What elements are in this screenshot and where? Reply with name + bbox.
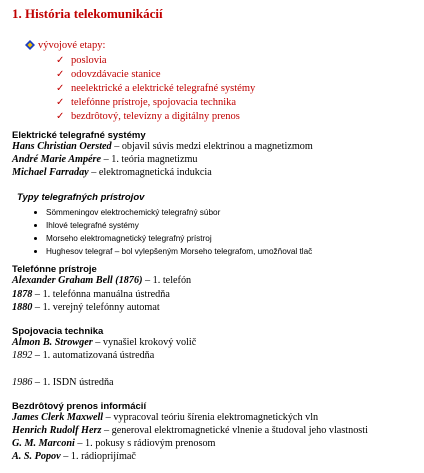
section-title: 1. História telekomunikácií — [12, 6, 163, 21]
stage-item: ✓ odovzdávacie stanice — [56, 69, 161, 80]
stage-item: ✓ bezdrôtový, televízny a digitálny prenos — [56, 111, 240, 122]
checkmark-icon: ✓ — [56, 69, 65, 80]
wireless-row: G. M. Marconi – 1. pokusy s rádiovým prenosom — [12, 438, 216, 449]
stage-item: ✓ poslovia — [56, 55, 107, 66]
types-heading: Typy telegrafných prístrojov — [17, 192, 145, 203]
types-list — [34, 206, 312, 258]
checkmark-icon: ✓ — [56, 55, 65, 66]
list-item: Sömmeningov elektrochemický telegrafný súbor — [34, 206, 312, 219]
list-item: Morseho elektromagnetický telegrafný prístroj — [34, 232, 312, 245]
checkmark-icon: ✓ — [56, 83, 65, 94]
phones-row: 1880 – 1. verejný telefónny automat — [12, 302, 160, 313]
checkmark-icon: ✓ — [56, 111, 65, 122]
stages-list — [56, 54, 255, 124]
phones-heading: Telefónne prístroje — [12, 264, 97, 275]
stage-item: ✓ telefónne prístroje, spojovacia technika — [56, 97, 237, 108]
stages-intro: vývojové etapy: — [38, 40, 106, 51]
telegraph-heading: Elektrické telegrafné systémy — [12, 130, 146, 141]
diamond-bullet-icon — [25, 40, 35, 50]
switching-heading: Spojovacia technika — [12, 326, 104, 337]
switching-row: Almon B. Strowger – vynašiel krokový volič — [12, 337, 197, 348]
checkmark-icon: ✓ — [56, 97, 65, 108]
wireless-row: A. S. Popov – 1. rádioprijímač — [12, 451, 136, 462]
wireless-heading: Bezdrôtový prenos informácií — [12, 401, 147, 412]
list-item: Hughesov telegraf – bol vylepšeným Morseho telegrafom, umožňoval tlač — [34, 245, 312, 258]
phones-row: 1878 – 1. telefónna manuálna ústredňa — [12, 289, 170, 300]
wireless-row: Henrich Rudolf Herz – generoval elektromagnetické vlnenie a študoval jeho vlastnosti — [12, 425, 368, 436]
wireless-row: James Clerk Maxwell – vypracoval teóriu šírenia elektromagnetických vln — [12, 412, 319, 423]
telegraph-row: Michael Farraday – elektromagnetická indukcia — [12, 167, 212, 178]
stage-item: ✓ neelektrické a elektrické telegrafné systémy — [56, 83, 256, 94]
telegraph-row: Hans Christian Oersted – objavil súvis medzi elektrinou a magnetizmom — [12, 141, 313, 152]
telegraph-row: André Marie Ampére – 1. teória magnetizmu — [12, 154, 198, 165]
switching-row: 1892 – 1. automatizovaná ústredňa — [12, 350, 155, 361]
phones-row: Alexander Graham Bell (1876) – 1. telefón — [12, 275, 192, 286]
list-item: Ihlové telegrafné systémy — [34, 219, 312, 232]
switching-row: 1986 – 1. ISDN ústredňa — [12, 377, 114, 388]
